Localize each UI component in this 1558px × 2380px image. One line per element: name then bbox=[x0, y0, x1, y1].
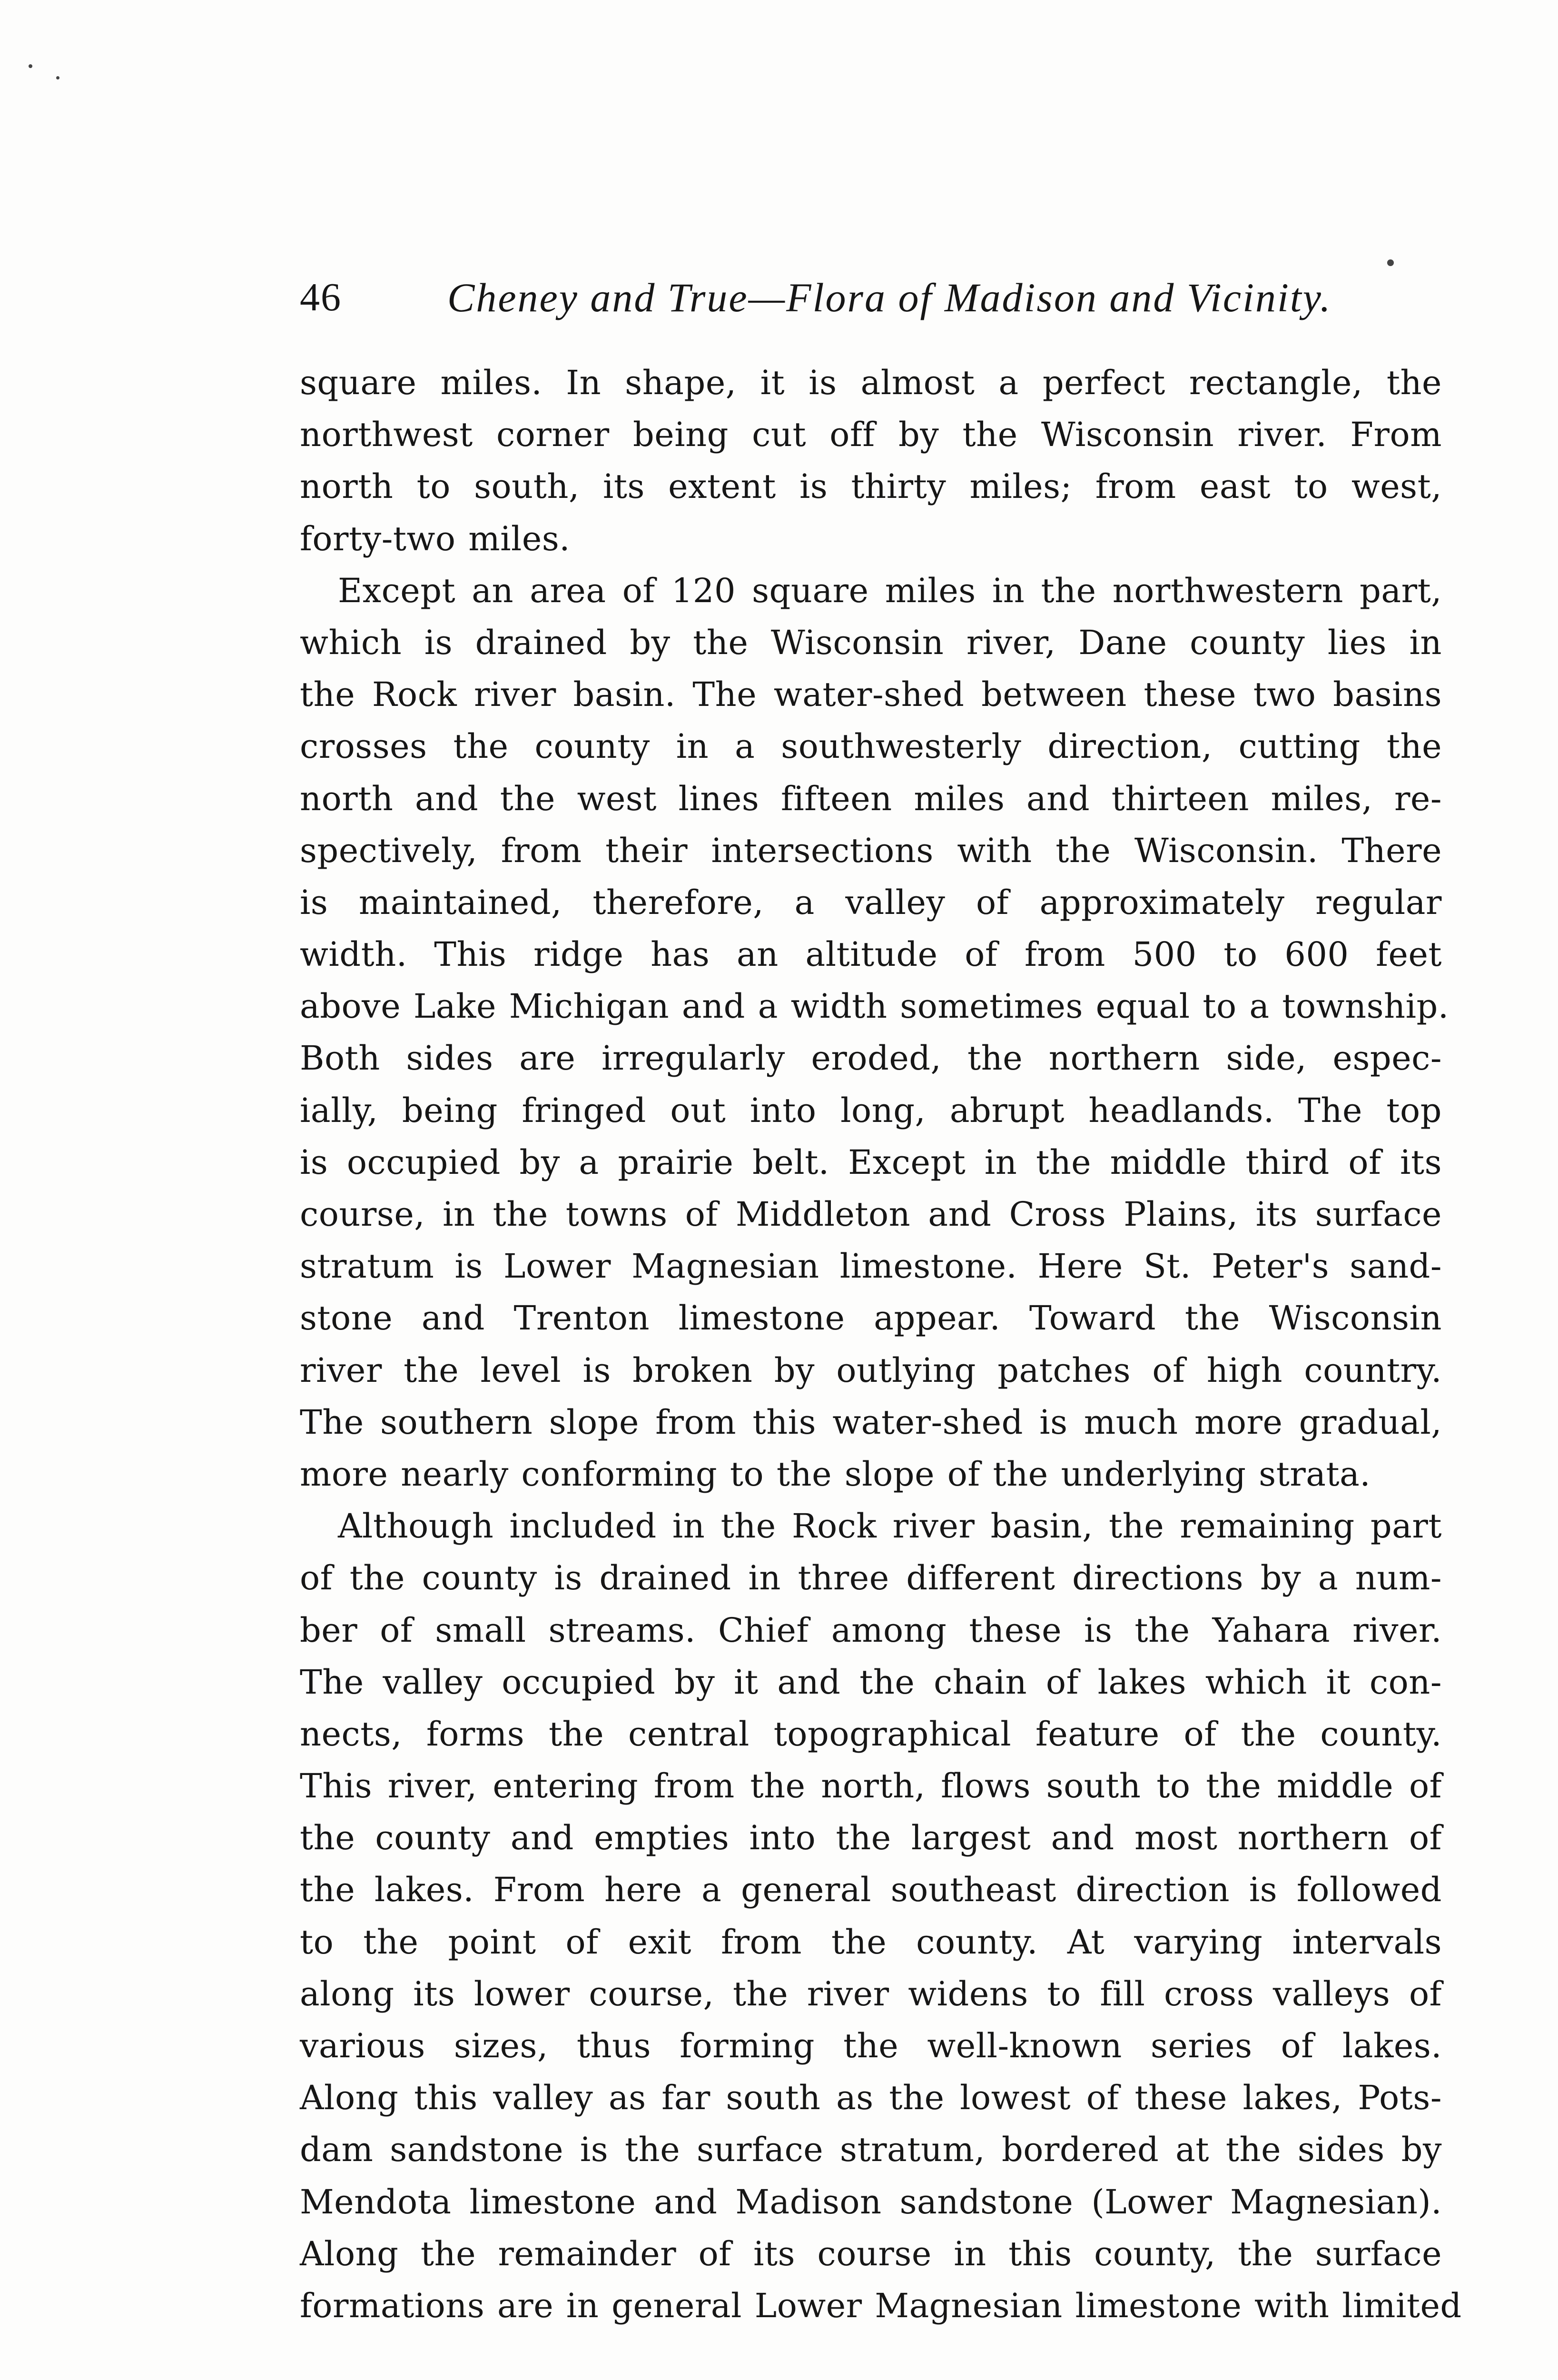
text-line: forty-two miles. bbox=[300, 519, 571, 558]
text-line: ber of small streams. Chief among these is the Yahara river. bbox=[300, 1610, 1442, 1650]
text-line: nects, forms the central topographical feature of the county. bbox=[300, 1714, 1442, 1754]
text-line: dam sandstone is the surface stratum, bordered at the sides by bbox=[300, 2130, 1442, 2170]
page-number: 46 bbox=[300, 275, 342, 319]
text-line: various sizes, thus forming the well-known series of lakes. bbox=[300, 2026, 1442, 2065]
text-line: along its lower course, the river widens to fill cross valleys of bbox=[300, 1974, 1442, 2013]
text-line: The southern slope from this water-shed is much more gradual, bbox=[300, 1402, 1442, 1442]
text-line: course, in the towns of Middleton and Cross Plains, its surface bbox=[300, 1195, 1442, 1234]
text-line: This river, entering from the north, flows south to the middle of bbox=[300, 1766, 1442, 1806]
text-line: to the point of exit from the county. At varying intervals bbox=[300, 1922, 1442, 1962]
text-line: is maintained, therefore, a valley of approximately regular bbox=[300, 883, 1442, 922]
text-line: square miles. In shape, it is almost a perfect rectangle, the bbox=[300, 363, 1442, 402]
text-line: river the level is broken by outlying patches of high country. bbox=[300, 1350, 1442, 1390]
text-line: northwest corner being cut off by the Wisconsin river. From bbox=[300, 415, 1442, 455]
text-line: of the county is drained in three different directions by a num- bbox=[300, 1558, 1442, 1598]
running-header bbox=[300, 264, 1337, 331]
text-line: width. This ridge has an altitude of from 500 to 600 feet bbox=[300, 935, 1442, 974]
text-line: north and the west lines fifteen miles and thirteen miles, re- bbox=[300, 779, 1442, 818]
text-line: the Rock river basin. The water-shed between these two basins bbox=[300, 675, 1442, 714]
text-line: crosses the county in a southwesterly direction, cutting the bbox=[300, 727, 1442, 766]
text-line: above Lake Michigan and a width sometimes equal to a township. bbox=[300, 987, 1449, 1026]
scan-speck bbox=[56, 76, 59, 79]
text-line: which is drained by the Wisconsin river, Dane county lies in bbox=[300, 623, 1442, 662]
text-line: the lakes. From here a general southeast direction is followed bbox=[300, 1870, 1442, 1910]
text-line: Along this valley as far south as the lowest of these lakes, Pots- bbox=[300, 2078, 1442, 2118]
text-line: north to south, its extent is thirty miles; from east to west, bbox=[300, 467, 1442, 506]
text-line: Although included in the Rock river basin, the remaining part bbox=[338, 1507, 1442, 1546]
scan-speck bbox=[1387, 259, 1394, 266]
text-line: stratum is Lower Magnesian limestone. Here St. Peter's sand- bbox=[300, 1247, 1442, 1286]
text-line: Both sides are irregularly eroded, the northern side, espec- bbox=[300, 1039, 1442, 1078]
running-title: Cheney and True—Flora of Madison and Vicinity. bbox=[447, 275, 1332, 320]
paragraph bbox=[300, 1500, 1462, 2332]
text-line: the county and empties into the largest and most northern of bbox=[300, 1818, 1442, 1858]
text-line: Along the remainder of its course in this county, the surface bbox=[300, 2234, 1442, 2273]
body-text bbox=[300, 357, 1462, 2332]
text-line: stone and Trenton limestone appear. Toward the Wisconsin bbox=[300, 1299, 1442, 1338]
paragraph bbox=[300, 565, 1449, 1500]
text-line: is occupied by a prairie belt. Except in the middle third of its bbox=[300, 1142, 1442, 1182]
text-line: Except an area of 120 square miles in the northwestern part, bbox=[338, 571, 1442, 610]
scan-speck bbox=[29, 64, 32, 68]
text-line: more nearly conforming to the slope of the underlying strata. bbox=[300, 1454, 1371, 1494]
text-line: spectively, from their intersections with the Wisconsin. There bbox=[300, 831, 1442, 870]
text-line: ially, being fringed out into long, abrupt headlands. The top bbox=[300, 1091, 1442, 1130]
paragraph bbox=[300, 357, 1442, 565]
text-line: The valley occupied by it and the chain of lakes which it con- bbox=[300, 1662, 1442, 1702]
text-line: formations are in general Lower Magnesian limestone with limited bbox=[300, 2286, 1462, 2325]
text-line: Mendota limestone and Madison sandstone (Lower Magnesian). bbox=[300, 2182, 1442, 2221]
